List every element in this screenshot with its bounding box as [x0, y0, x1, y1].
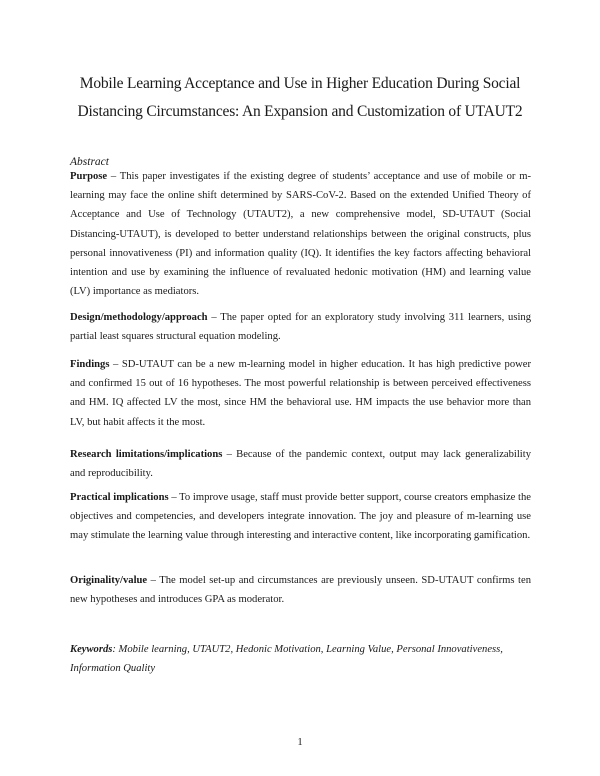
research-limitations-heading: Research limitations/implications [70, 449, 223, 460]
page-number: 1 [297, 737, 303, 748]
originality-text: – The model set-up and circumstances are previously unseen. SD-UTAUT confirms ten new hypotheses and introduces GPA as moderator. [70, 575, 531, 606]
keywords-text: : Mobile learning, UTAUT2, Hedonic Motivation, Learning Value, Personal Innovativeness, Information Quality [70, 644, 503, 675]
research-limitations-section [70, 445, 531, 483]
title-line-2: Distancing Circumstances: An Expansion and Customization of UTAUT2 [77, 103, 523, 120]
findings-heading: Findings [70, 359, 110, 370]
practical-implications-section [70, 488, 531, 546]
purpose-section [70, 167, 531, 301]
paper-title [60, 70, 540, 126]
findings-section [70, 355, 531, 432]
design-heading: Design/methodology/approach [70, 312, 208, 323]
keywords-section [70, 640, 531, 678]
practical-implications-heading: Practical implications [70, 492, 169, 503]
abstract-label: Abstract [70, 156, 109, 168]
originality-section [70, 571, 531, 609]
design-section [70, 308, 531, 346]
purpose-heading: Purpose [70, 171, 108, 182]
research-limitations-text: – Because of the pandemic context, output may lack generalizability and reproducibility. [70, 449, 531, 480]
purpose-text: – This paper investigates if the existing degree of students’ acceptance and use of mobile or m-learning may face the online shift determined by SARS-CoV-2. Based on the extended Unified Theory of Acceptance and Use of Technology (UTAUT2), a new comprehensive model, SD-UTAUT (Social Distancing-UTAUT), is developed to better understand relationships between the original constructs, plus personal innovativeness (PI) and information quality (IQ). It identifies the key factors affecting behavioral intention and use by examining the influence of revaluated hedonic motivation (HM) and learning value (LV) importance as mediators. [70, 171, 531, 298]
originality-heading: Originality/value [70, 575, 148, 586]
title-line-1: Mobile Learning Acceptance and Use in Higher Education During Social [79, 75, 521, 92]
practical-implications-text: – To improve usage, staff must provide better support, course creators emphasize the objectives and competencies, and developers integrate innovation. The joy and pleasure of m-learning use may stimulate the learning value through interesting and interactive content, like incorporating gamification. [70, 492, 531, 542]
keywords-label: Keywords [70, 644, 113, 655]
findings-text: – SD-UTAUT can be a new m-learning model in higher education. It has high predictive power and confirmed 15 out of 16 hypotheses. The most powerful relationship is between perceived effectiveness and HM. IQ affected LV the most, since HM the behavioral use. HM impacts the use behavior more than LV, but habit affects it the most. [70, 359, 531, 428]
design-text: – The paper opted for an exploratory study involving 311 learners, using partial least squares structural equation modeling. [70, 312, 531, 343]
